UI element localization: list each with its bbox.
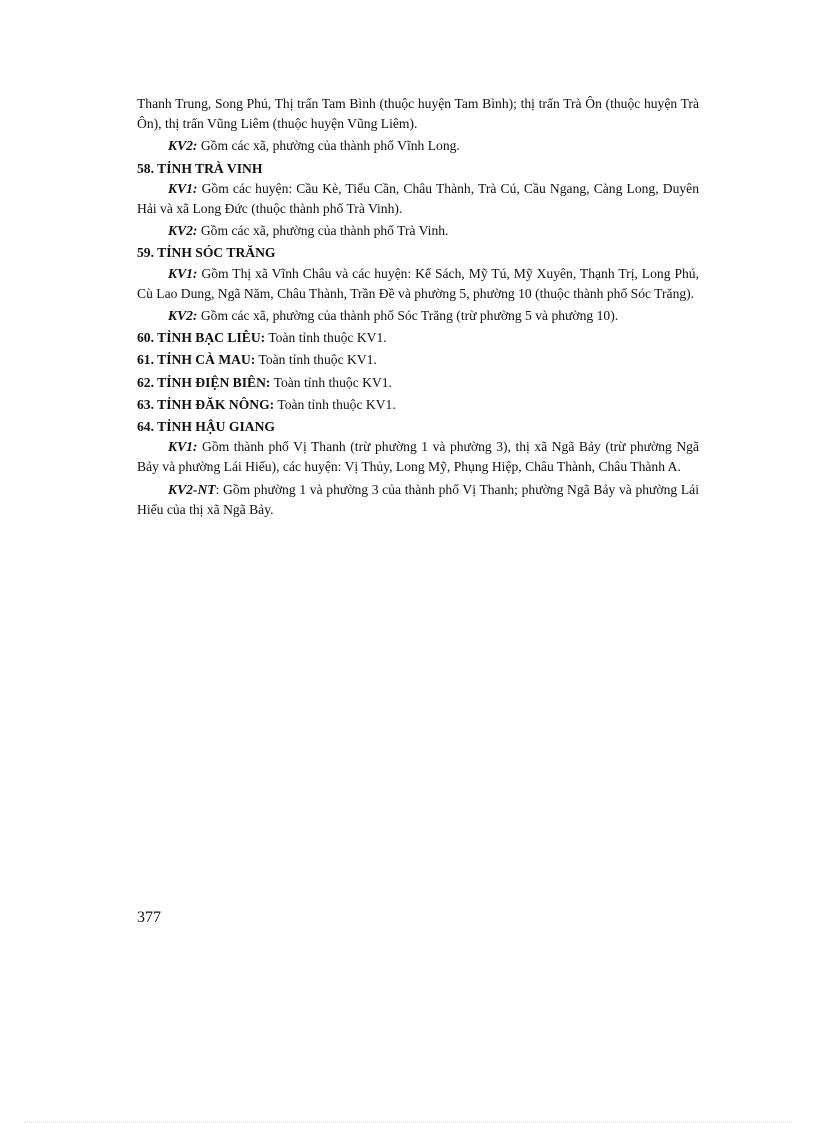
bac-lieu-line [137, 328, 699, 348]
kv1-label: KV1: [168, 439, 198, 455]
province-text: Toàn tỉnh thuộc KV1. [270, 374, 392, 390]
kv2nt-label: KV2-NT [168, 481, 216, 497]
hau-giang-kv2nt-paragraph [137, 480, 699, 520]
kv2-label: KV2: [168, 138, 198, 154]
dak-nong-line [137, 395, 699, 415]
soc-trang-heading: 59. TỈNH SÓC TRĂNG [137, 245, 276, 261]
province-text: Toàn tỉnh thuộc KV1. [274, 396, 396, 412]
kv2nt-text: : Gồm phường 1 và phường 3 của thành phố Vị Thanh; phường Ngã Bảy và phường Lái Hiếu của thị xã Ngã Bảy. [137, 481, 699, 517]
kv2-label: KV2: [168, 308, 198, 324]
intro-text: Thanh Trung, Song Phú, Thị trấn Tam Bình (thuộc huyện Tam Bình); thị trấn Trà Ôn (thuộc huyện Trà Ôn), thị trấn Vũng Liêm (thuộc huyện Vũng Liêm). [137, 96, 699, 132]
kv1-text: Gồm Thị xã Vĩnh Châu và các huyện: Kế Sách, Mỹ Tú, Mỹ Xuyên, Thạnh Trị, Long Phú, Cù Lao Dung, Ngã Năm, Châu Thành, Trần Đề và phường 5, phường 10 (thuộc thành phố Sóc Trăng). [137, 265, 699, 301]
page-number: 377 [137, 909, 161, 926]
province-heading: 62. TỈNH ĐIỆN BIÊN: [137, 374, 271, 390]
ca-mau-line [137, 350, 699, 370]
kv2-text: Gồm các xã, phường của thành phố Sóc Trăng (trừ phường 5 và phường 10). [197, 308, 619, 324]
tra-vinh-heading: 58. TỈNH TRÀ VINH [137, 160, 263, 176]
dien-bien-line [137, 373, 699, 393]
province-text: Toàn tỉnh thuộc KV1. [265, 330, 387, 346]
soc-trang-kv1-paragraph [137, 264, 699, 304]
kv2-label: KV2: [168, 223, 198, 239]
kv1-label: KV1: [168, 180, 198, 196]
tra-vinh-kv2-paragraph [137, 221, 699, 241]
hau-giang-kv1-paragraph [137, 437, 699, 477]
kv2-text: Gồm các xã, phường của thành phố Vĩnh Long. [197, 138, 460, 154]
province-heading: 61. TỈNH CÀ MAU: [137, 352, 256, 368]
soc-trang-kv2-paragraph [137, 306, 699, 326]
province-heading: 60. TỈNH BẠC LIÊU: [137, 330, 266, 346]
hau-giang-heading: 64. TỈNH HẬU GIANG [137, 419, 275, 435]
intro-paragraph [137, 94, 699, 134]
vinh-long-kv2-paragraph [137, 136, 699, 156]
tra-vinh-kv1-paragraph [137, 179, 699, 219]
kv2-text: Gồm các xã, phường của thành phố Trà Vinh. [197, 223, 449, 239]
kv1-label: KV1: [168, 265, 198, 281]
document-page [137, 94, 699, 522]
province-heading: 63. TỈNH ĐĂK NÔNG: [137, 396, 275, 412]
province-text: Toàn tỉnh thuộc KV1. [255, 352, 377, 368]
kv1-text: Gồm thành phố Vị Thanh (trừ phường 1 và phường 3), thị xã Ngã Bảy (trừ phường Ngã Bảy và phường Lái Hiếu), các huyện: Vị Thủy, Long Mỹ, Phụng Hiệp, Châu Thành, Châu Thành A. [137, 439, 699, 475]
kv1-text: Gồm các huyện: Cầu Kè, Tiểu Cần, Châu Thành, Trà Cú, Cầu Ngang, Càng Long, Duyên Hải và xã Long Đức (thuộc thành phố Trà Vinh). [137, 180, 699, 217]
